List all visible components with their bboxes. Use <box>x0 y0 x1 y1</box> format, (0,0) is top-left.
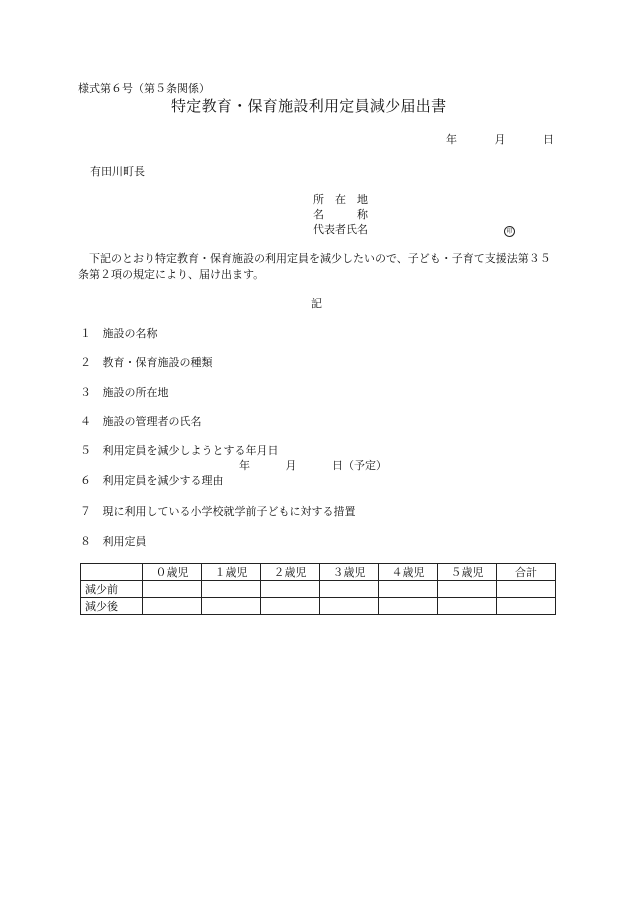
item-number: ４ <box>80 415 91 428</box>
table-cell <box>320 598 379 615</box>
table-row <box>81 581 556 598</box>
table-cell <box>261 598 320 615</box>
capacity-header-row <box>81 564 556 581</box>
item5-month: 月 <box>285 459 297 472</box>
table-cell <box>438 581 497 598</box>
header-age-3: ３歳児 <box>320 564 379 581</box>
item-6 <box>80 474 224 488</box>
seal-mark: 印 <box>504 226 515 237</box>
date-year: 年 <box>446 133 457 146</box>
date-day: 日 <box>543 133 554 146</box>
header-age-1: １歳児 <box>202 564 261 581</box>
item-5-date <box>239 459 387 473</box>
item-number: ３ <box>80 386 91 399</box>
row-label-before: 減少前 <box>81 581 143 598</box>
applicant-representative-label: 代表者氏名 <box>313 223 368 236</box>
table-cell <box>497 581 556 598</box>
item-label: 施設の所在地 <box>102 386 169 399</box>
item-5 <box>80 444 279 458</box>
item-number: ７ <box>80 505 91 518</box>
item-4 <box>80 415 202 429</box>
table-cell <box>379 598 438 615</box>
body-text: 下記のとおり特定教育・保育施設の利用定員を減少したいので、子ども・子育て支援法第３５条第２項の規定により、届け出ます。 <box>78 252 551 281</box>
capacity-table <box>80 563 556 615</box>
ki-heading: 記 <box>311 297 322 310</box>
table-cell <box>202 581 261 598</box>
form-number: 様式第６号（第５条関係） <box>78 82 210 95</box>
applicant-address-label: 所 在 地 <box>313 193 368 206</box>
seal-icon <box>504 223 515 237</box>
item5-year: 年 <box>239 459 250 472</box>
item5-day: 日（予定） <box>332 459 387 472</box>
header-age-5: ５歳児 <box>438 564 497 581</box>
header-age-2: ２歳児 <box>261 564 320 581</box>
item-label: 利用定員を減少しようとする年月日 <box>102 444 279 457</box>
item-label: 現に利用している小学校就学前子どもに対する措置 <box>102 505 356 518</box>
header-total: 合計 <box>497 564 556 581</box>
item-1 <box>80 327 158 341</box>
table-cell <box>320 581 379 598</box>
item-3 <box>80 386 169 400</box>
table-cell <box>143 581 202 598</box>
page-title: 特定教育・保育施設利用定員減少届出書 <box>171 97 447 115</box>
item-number: ２ <box>80 356 91 369</box>
item-number: １ <box>80 327 91 340</box>
item-label: 施設の名称 <box>102 327 158 340</box>
header-age-0: ０歳児 <box>143 564 202 581</box>
item-7 <box>80 505 356 519</box>
item-8 <box>80 535 147 549</box>
item-label: 利用定員を減少する理由 <box>102 474 224 487</box>
table-cell <box>261 581 320 598</box>
date-line <box>446 133 554 147</box>
table-cell <box>438 598 497 615</box>
table-corner-cell <box>81 564 143 581</box>
applicant-name-label: 名 称 <box>313 208 368 221</box>
item-number: ５ <box>80 444 91 457</box>
table-row <box>81 598 556 615</box>
item-2 <box>80 356 213 370</box>
table-cell <box>379 581 438 598</box>
item-label: 施設の管理者の氏名 <box>102 415 202 428</box>
item-number: ６ <box>80 474 91 487</box>
header-age-4: ４歳児 <box>379 564 438 581</box>
item-label: 教育・保育施設の種類 <box>102 356 213 369</box>
item-number: ８ <box>80 535 91 548</box>
item-label: 利用定員 <box>102 535 147 548</box>
table-cell <box>143 598 202 615</box>
table-cell <box>202 598 261 615</box>
date-month: 月 <box>494 133 506 146</box>
table-cell <box>497 598 556 615</box>
addressee: 有田川町長 <box>90 165 145 178</box>
row-label-after: 減少後 <box>81 598 143 615</box>
